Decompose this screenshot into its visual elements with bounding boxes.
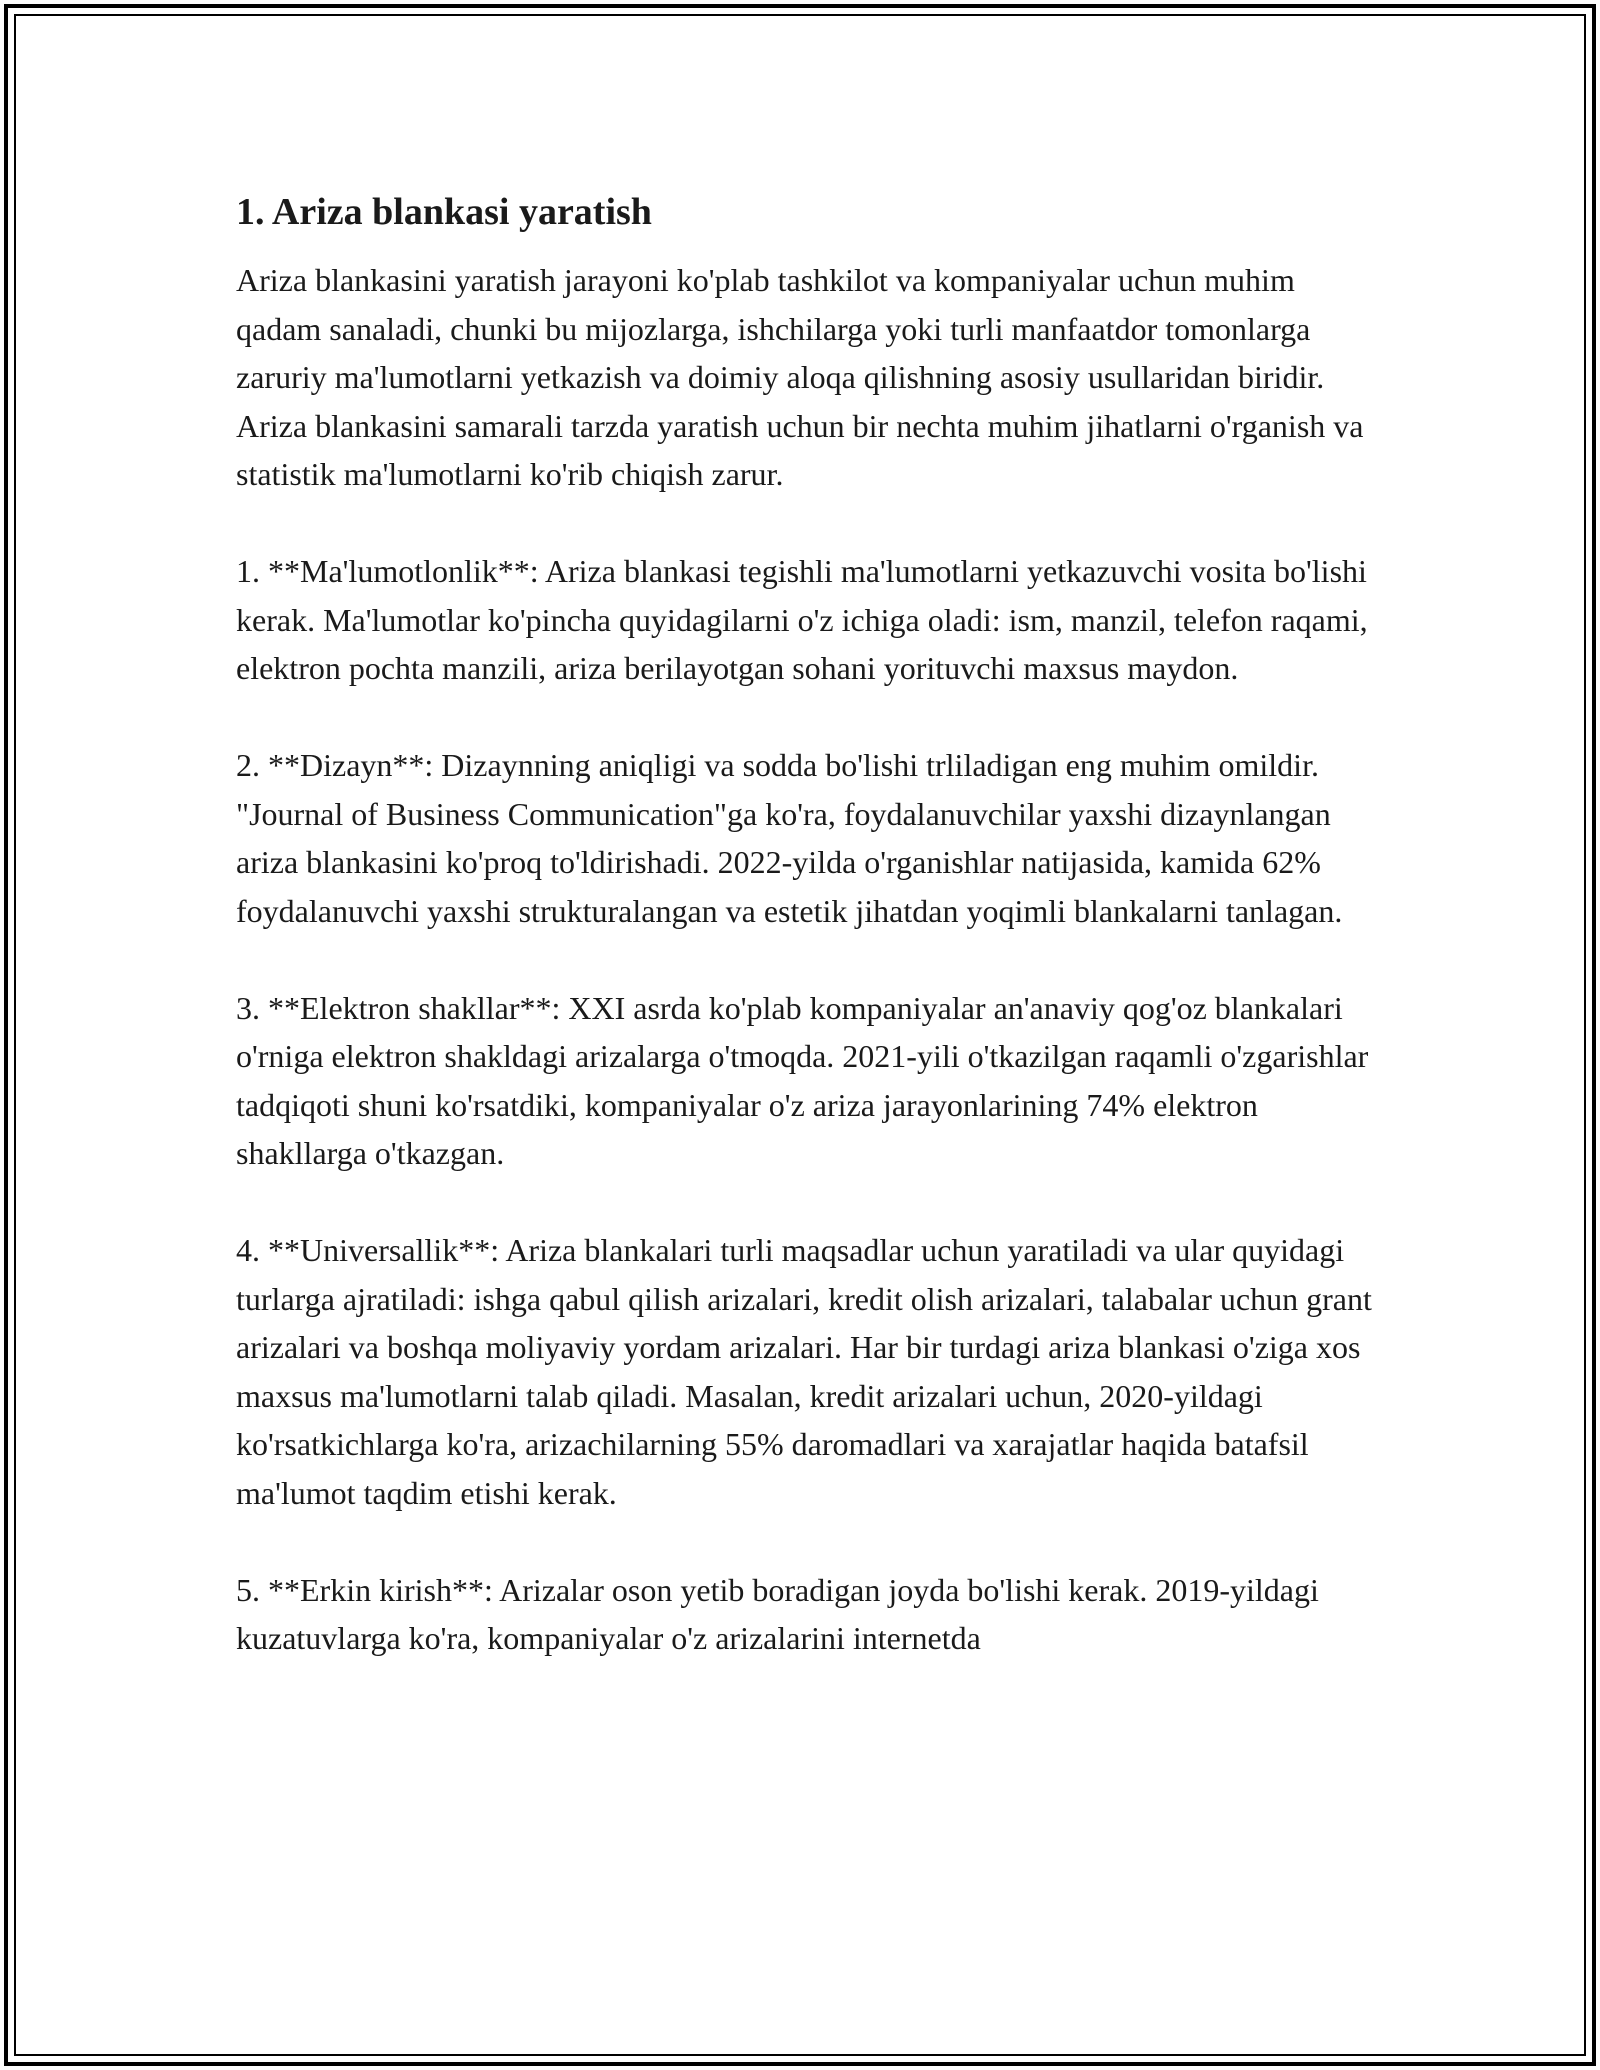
section-heading: 1. Ariza blankasi yaratish [236, 191, 652, 233]
item-malumotlonlik-paragraph: 1. **Ma'lumotlonlik**: Ariza blankasi tegishli ma'lumotlarni yetkazuvchi vosita bo'lishi kerak. Ma'lumotlar ko'pincha quyidagilarni o'z ichiga oladi: ism, manzil, telefon raqami, elektron pochta manzili, ariza berilayotgan sohani yorituvchi maxsus maydon. [236, 553, 1368, 686]
item-erkin-kirish-paragraph: 5. **Erkin kirish**: Arizalar oson yetib boradigan joyda bo'lishi kerak. 2019-yildagi kuzatuvlarga ko'ra, kompaniyalar o'z arizalarini internetda [236, 1571, 1319, 1656]
item-dizayn-paragraph: 2. **Dizayn**: Dizaynning aniqligi va sodda bo'lishi trliladigan eng muhim omildir. "Journal of Business Communication"ga ko'ra, foydalanuvchilar yaxshi dizaynlangan ariza blankasini ko'proq to'ldirishadi. 2022-yilda o'rganishlar natijasida, kamida 62% foydalanuvchi yaxshi strukturalangan va estetik jihatdan yoqimli blankalarni tanlagan. [236, 747, 1343, 929]
item-elektron-shakllar-paragraph: 3. **Elektron shakllar**: XXI asrda ko'plab kompaniyalar an'anaviy qog'oz blankalari o'rniga elektron shakldagi arizalarga o'tmoqda. 2021-yili o'tkazilgan raqamli o'zgarishlar tadqiqoti shuni ko'rsatdiki, kompaniyalar o'z ariza jarayonlarining 74% elektron shakllarga o'tkazgan. [236, 989, 1369, 1171]
intro-paragraph: Ariza blankasini yaratish jarayoni ko'plab tashkilot va kompaniyalar uchun muhim qadam sanaladi, chunki bu mijozlarga, ishchilarga yoki turli manfaatdor tomonlarga zaruriy ma'lumotlarni yetkazish va doimiy aloqa qilishning asosiy usullaridan biridir. Ariza blankasini samarali tarzda yaratish uchun bir nechta muhim jihatlarni o'rganish va statistik ma'lumotlarni ko'rib chiqish zarur. [236, 262, 1364, 492]
item-universallik-paragraph: 4. **Universallik**: Ariza blankalari turli maqsadlar uchun yaratiladi va ular quyidagi turlarga ajratiladi: ishga qabul qilish arizalari, kredit olish arizalari, talabalar uchun grant arizalari va boshqa moliyaviy yordam arizalari. Har bir turdagi ariza blankasi o'ziga xos maxsus ma'lumotlarni talab qiladi. Masalan, kredit arizalari uchun, 2020-yildagi ko'rsatkichlarga ko'ra, arizachilarning 55% daromadlari va xarajatlar haqida batafsil ma'lumot taqdim etishi kerak. [236, 1232, 1372, 1511]
document-body [236, 188, 1376, 1711]
